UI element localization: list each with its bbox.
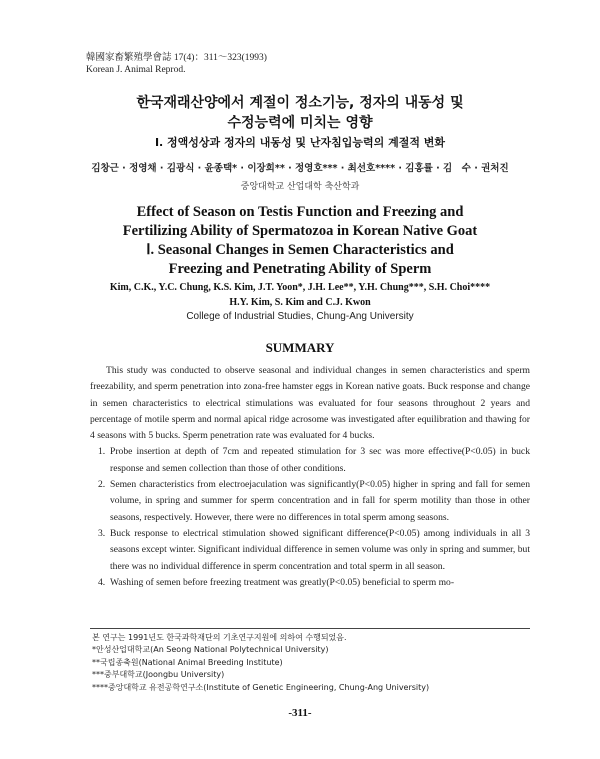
journal-name-english: Korean J. Animal Reprod.	[86, 65, 186, 75]
finding-text: Buck response to electrical stimulation showed significant difference(P<0.05) among individuals in all 3 seasons except winter. Significant individual difference in semen volume was only in spring and summer, but there was no individual difference in sperm concentration and total sperm in all season.	[110, 527, 530, 572]
finding-text: Probe insertion at depth of 7cm and repeated stimulation for 3 sec was more effective(P<0.05) in buck response and semen collection than those of other conditions.	[110, 446, 530, 474]
footnote-2: **국립종축원(National Animal Breeding Institute)	[92, 657, 283, 667]
korean-subtitle: Ⅰ. 정액성상과 정자의 내동성 및 난자침입능력의 계절적 변화	[154, 136, 446, 149]
footnote-4: ****중앙대학교 유전공학연구소(Institute of Genetic Engineering, Chung-Ang University)	[92, 682, 430, 692]
summary-body	[90, 363, 530, 591]
english-affiliation: College of Industrial Studies, Chung-Ang University	[186, 311, 414, 322]
english-title-line-2: Fertilizing Ability of Spermatozoa in Korean Native Goat	[122, 223, 478, 239]
finding-item	[92, 477, 530, 526]
journal-name-korean: 韓國家畜繁殖學會誌 17(4)：311～323(1993)	[86, 53, 267, 63]
english-title-line-4: Freezing and Penetrating Ability of Sperm	[168, 261, 432, 277]
korean-authors: 김창근 · 정영채 · 김광식 · 윤종택* · 이장희** · 정영호*** · 최선호**** · 김홍률 · 김 수 · 권처진	[91, 163, 509, 174]
english-title-line-3: Ⅰ. Seasonal Changes in Semen Characteristics and	[146, 242, 454, 258]
finding-number: 1.	[98, 446, 106, 458]
finding-item	[92, 444, 530, 477]
page-number: -311-	[288, 707, 312, 719]
korean-title-line-2: 수정능력에 미치는 영향	[227, 115, 373, 131]
summary-findings-list	[90, 444, 530, 591]
english-authors-line-2: H.Y. Kim, S. Kim and C.J. Kwon	[229, 297, 371, 308]
finding-number: 3.	[98, 527, 106, 539]
summary-intro: This study was conducted to observe seasonal and individual changes in semen characteristics and sperm freezability, and sperm penetration into zona-free hamster eggs in Korean native goats. Buck response and change in semen characteristics to electrical stimulations was evaluated for four seasons throughout 2 years and percentage of motile sperm and normal apical ridge acrosome was investigated after equilibration and thawing for 4 seasons with 5 bucks. Sperm penetration rate was evaluated for 4 bucks.	[90, 365, 530, 442]
footnote-divider	[90, 628, 530, 629]
funding-note: 본 연구는 1991년도 한국과학재단의 기초연구지원에 의하여 수행되었음.	[92, 633, 347, 642]
finding-item	[92, 575, 530, 591]
korean-affiliation: 중앙대학교 산업대학 축산학과	[240, 182, 360, 192]
english-authors-line-1: Kim, C.K., Y.C. Chung, K.S. Kim, J.T. Yoon*, J.H. Lee**, Y.H. Chung***, S.H. Choi****	[109, 282, 491, 293]
finding-text: Semen characteristics from electroejaculation was significantly(P<0.05) higher in spring and fall for semen volume, in spring and summer for sperm concentration and in fall for sperm motility than those in other seasons, respectively. However, there were no differences in total sperm among seasons.	[110, 479, 530, 523]
summary-heading: SUMMARY	[265, 340, 335, 355]
korean-title-line-1: 한국재래산양에서 계절이 정소기능, 정자의 내동성 및	[136, 95, 464, 111]
footnote-1: *안성산업대학교(An Seong National Polytechnical University)	[92, 645, 329, 655]
journal-citation	[86, 52, 267, 76]
finding-item	[92, 526, 530, 575]
finding-number: 4.	[98, 576, 106, 588]
footnotes	[92, 632, 429, 694]
footnote-3: ***중부대학교(Joongbu University)	[92, 670, 225, 680]
finding-number: 2.	[98, 479, 106, 491]
finding-text: Washing of semen before freezing treatment was greatly(P<0.05) beneficial to sperm mo-	[110, 576, 455, 588]
english-title-line-1: Effect of Season on Testis Function and Freezing and	[136, 204, 464, 220]
